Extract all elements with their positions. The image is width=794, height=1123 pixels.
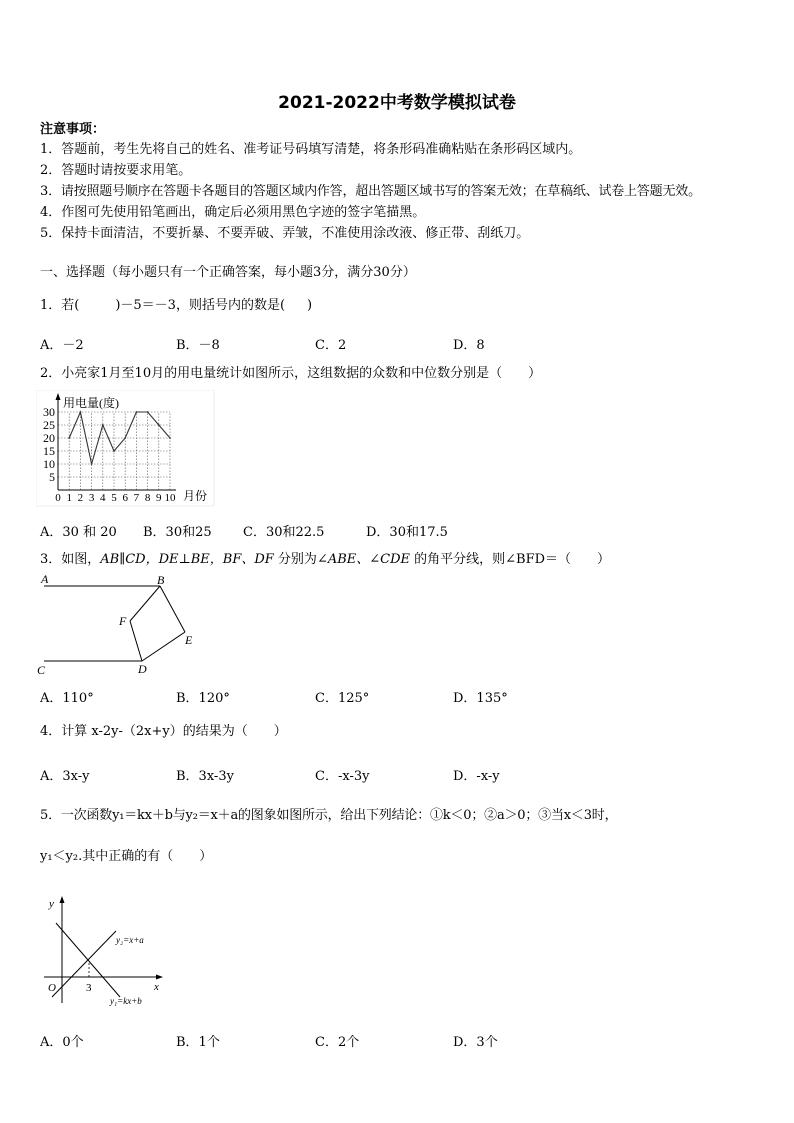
notice-item-3: 3．请按照题号顺序在答题卡各题目的答题区域内作答，超出答题区域书写的答案无效；在草稿纸、试卷上答题无效。 — [40, 184, 701, 199]
notice-item-4: 4．作图可先使用铅笔画出，确定后必须用黑色字迹的签字笔描黑。 — [40, 205, 426, 220]
question-5-option-d[interactable]: D．3个 — [453, 1035, 498, 1050]
graph-x-arrow — [156, 975, 163, 980]
chart-y-tick-label: 5 — [49, 470, 55, 484]
question-3-stem-math: AB∥CD，DE⊥BE，BF、DF — [100, 552, 274, 567]
question-2-stem: 2．小亮家1月至10月的用电量统计如图所示，这组数据的众数和中位数分别是（ ） — [40, 366, 542, 381]
chart-y-tick-label: 20 — [43, 431, 55, 445]
notice-heading: 注意事项： — [40, 122, 106, 137]
geometry-figure-q3 — [30, 570, 210, 682]
question-3-stem — [40, 552, 610, 568]
notice-item-5: 5．保持卡面清洁，不要折暴、不要弄破、弄皱，不准使用涂改液、修正带、刮纸刀。 — [40, 226, 530, 241]
point-label-e: E — [185, 633, 193, 647]
linear-function-graph — [36, 893, 176, 1013]
point-label-a: A — [41, 572, 49, 586]
question-3-stem-post: 的角平分线，则∠BFD＝（ ） — [410, 552, 611, 567]
question-2-option-b[interactable]: B．30和25 — [143, 525, 212, 540]
graph-label-origin: O — [48, 982, 56, 994]
question-3-option-b[interactable]: B．120° — [176, 691, 230, 706]
question-5-option-a[interactable]: A．0个 — [40, 1035, 84, 1050]
chart-x-tick-label: 8 — [144, 492, 151, 504]
chart-x-tick-label: 7 — [133, 492, 140, 504]
notice-item-1: 1．答题前，考生先将自己的姓名、准考证号码填写清楚，将条形码准确粘贴在条形码区域内。 — [40, 142, 582, 157]
segment-df — [130, 621, 142, 661]
question-2-option-c[interactable]: C．30和22.5 — [243, 525, 325, 540]
point-label-d: D — [138, 662, 147, 676]
chart-data-point — [91, 463, 93, 465]
question-5-stem-line-2: y₁＜y₂.其中正确的有（ ） — [40, 849, 213, 864]
chart-data-point — [169, 437, 171, 439]
graph-label-three: 3 — [86, 982, 92, 994]
chart-data-point — [136, 411, 138, 413]
graph-label-y1: y₁=kx+b — [110, 996, 142, 1006]
point-label-b: B — [157, 573, 165, 587]
question-1-option-a[interactable]: A．－2 — [40, 338, 84, 353]
question-1-stem-a: 1．若( — [40, 298, 80, 313]
chart-x-tick-label: 5 — [111, 492, 117, 504]
chart-x-tick-label: 10 — [164, 492, 176, 504]
chart-y-tick-label: 10 — [43, 457, 55, 471]
question-4-option-a[interactable]: A．3x-y — [40, 769, 90, 784]
notice-item-2: 2．答题时请按要求用笔。 — [40, 163, 192, 178]
question-3-stem-mid: 分别为 — [273, 552, 317, 567]
point-label-f: F — [119, 614, 127, 628]
chart-data-point — [113, 450, 115, 452]
graph-label-y2: y₂=x+a — [116, 935, 144, 945]
question-3-option-d[interactable]: D．135° — [453, 691, 508, 706]
graph-y-arrow — [60, 896, 65, 903]
chart-y-tick-label: 25 — [43, 418, 55, 432]
chart-y-tick-label: 30 — [43, 405, 55, 419]
chart-x-tick-label: 1 — [66, 492, 72, 504]
question-1-option-c[interactable]: C．2 — [315, 338, 347, 353]
chart-data-point — [124, 437, 126, 439]
question-3-option-c[interactable]: C．125° — [315, 691, 370, 706]
chart-x-tick-label: 4 — [100, 492, 106, 504]
segment-bf — [130, 586, 160, 621]
chart-x-tick-label: 0 — [55, 492, 61, 504]
chart-data-point — [158, 424, 160, 426]
question-3-stem-math2: ∠ABE、∠CDE — [316, 552, 411, 567]
usage-line-chart — [36, 390, 216, 508]
question-1-option-d[interactable]: D．8 — [453, 338, 485, 353]
question-1-stem-b: )－5＝－3，则括号内的数是( — [115, 298, 286, 313]
chart-data-point — [102, 424, 104, 426]
chart-data-point — [80, 411, 82, 413]
graph-label-x: x — [154, 981, 159, 993]
question-2-option-d[interactable]: D．30和17.5 — [366, 525, 448, 540]
page-title: 2021-2022中考数学模拟试卷 — [278, 93, 516, 113]
question-3-option-a[interactable]: A．110° — [40, 691, 94, 706]
question-1-stem-c: ) — [307, 298, 313, 313]
question-4-option-d[interactable]: D．-x-y — [453, 769, 500, 784]
question-4-stem: 4．计算 x-2y-（2x+y）的结果为（ ） — [40, 724, 287, 739]
graph-label-y: y — [49, 898, 54, 910]
question-3-stem-pre: 3．如图， — [40, 552, 101, 567]
question-4-option-c[interactable]: C．-x-3y — [315, 769, 370, 784]
chart-x-tick-label: 6 — [122, 492, 128, 504]
point-label-c: C — [37, 663, 46, 677]
chart-x-tick-label: 9 — [156, 492, 162, 504]
question-1-stem — [40, 298, 312, 314]
segment-de — [142, 632, 185, 661]
chart-data-point — [147, 411, 149, 413]
chart-data-point — [68, 437, 70, 439]
question-5-option-c[interactable]: C．2个 — [315, 1035, 360, 1050]
section-heading: 一、选择题（每小题只有一个正确答案，每小题3分，满分30分） — [40, 265, 416, 280]
chart-x-label: 月份 — [183, 489, 208, 503]
question-5-option-b[interactable]: B．1个 — [176, 1035, 220, 1050]
segment-be — [160, 586, 185, 632]
question-1-option-b[interactable]: B．－8 — [176, 338, 220, 353]
chart-y-label: 用电量(度) — [63, 396, 119, 410]
question-4-option-b[interactable]: B．3x-3y — [176, 769, 234, 784]
question-5-stem-line-1: 5．一次函数y₁＝kx＋b与y₂＝x＋a的图象如图所示，给出下列结论：①k＜0；②a＞0；③当x＜3时， — [40, 808, 618, 823]
question-2-option-a[interactable]: A．30 和 20 — [40, 525, 117, 540]
chart-x-tick-label: 3 — [88, 492, 95, 504]
chart-x-tick-label: 2 — [77, 492, 84, 504]
chart-y-tick-label: 15 — [43, 444, 55, 458]
